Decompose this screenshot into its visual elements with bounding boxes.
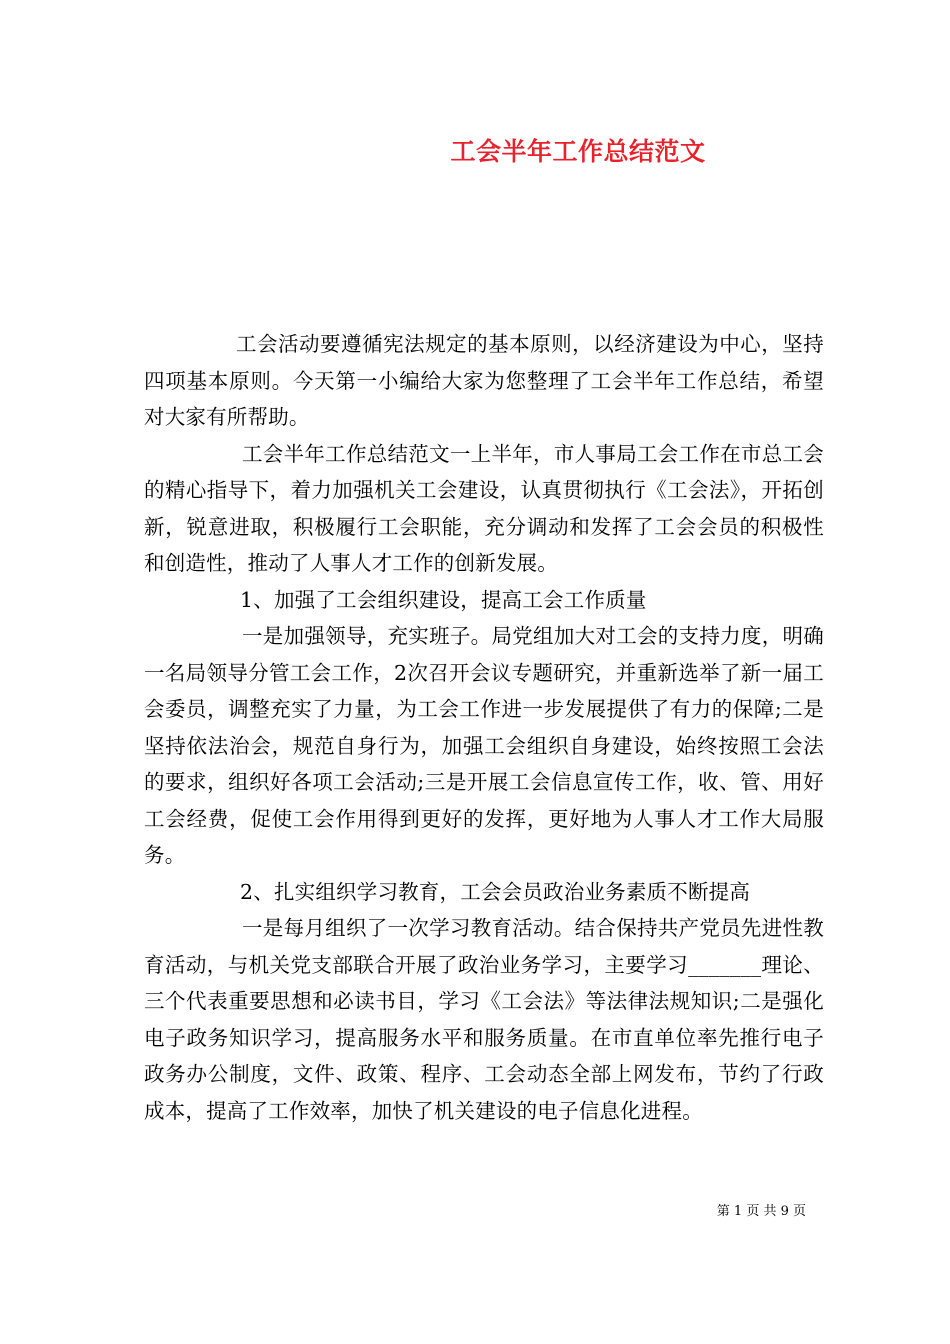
page-number-footer: 第 1 页 共 9 页 bbox=[716, 1204, 806, 1219]
overview-paragraph: 工会半年工作总结范文一上半年，市人事局工会工作在市总工会的精心指导下，着力加强机关工会建设，认真贯彻执行《工会法》，开拓创新，锐意进取，积极履行工会职能，充分调动和发挥了工会会员的积极性和创造性，推动了人事人才工作的创新发展。 bbox=[144, 441, 824, 575]
page-title: 工会半年工作总结范文 bbox=[450, 137, 706, 166]
section-1-paragraph: 一是加强领导，充实班子。局党组加大对工会的支持力度，明确一名局领导分管工会工作，2次召开会议专题研究，并重新选举了新一届工会委员，调整充实了力量，为工会工作进一步发展提供了有力的保障;二是坚持依法治会，规范自身行为，加强工会组织自身建设，始终按照工会法的要求，组织好各项工会活动;三是开展工会信息宣传工作，收、管、用好工会经费，促使工会作用得到更好的发挥，更好地为人事人才工作大局服务。 bbox=[144, 624, 824, 867]
section-2-paragraph: 一是每月组织了一次学习教育活动。结合保持共产党员先进性教育活动，与机关党支部联合开展了政治业务学习，主要学习_______理论、三个代表重要思想和必读书目，学习《工会法》等法律法规知识;二是强化电子政务知识学习，提高服务水平和服务质量。在市直单位率先推行电子政务办公制度，文件、政策、程序、工会动态全部上网发布，节约了行政成本，提高了工作效率，加快了机关建设的电子信息化进程。 bbox=[144, 916, 824, 1123]
section-heading-2: 2、扎实组织学习教育，工会会员政治业务素质不断提高 bbox=[240, 879, 751, 904]
document-body bbox=[144, 326, 824, 1129]
intro-paragraph: 工会活动要遵循宪法规定的基本原则，以经济建设为中心，坚持四项基本原则。今天第一小编给大家为您整理了工会半年工作总结，希望对大家有所帮助。 bbox=[144, 332, 824, 429]
section-heading-1: 1、加强了工会组织建设，提高工会工作质量 bbox=[240, 587, 647, 612]
